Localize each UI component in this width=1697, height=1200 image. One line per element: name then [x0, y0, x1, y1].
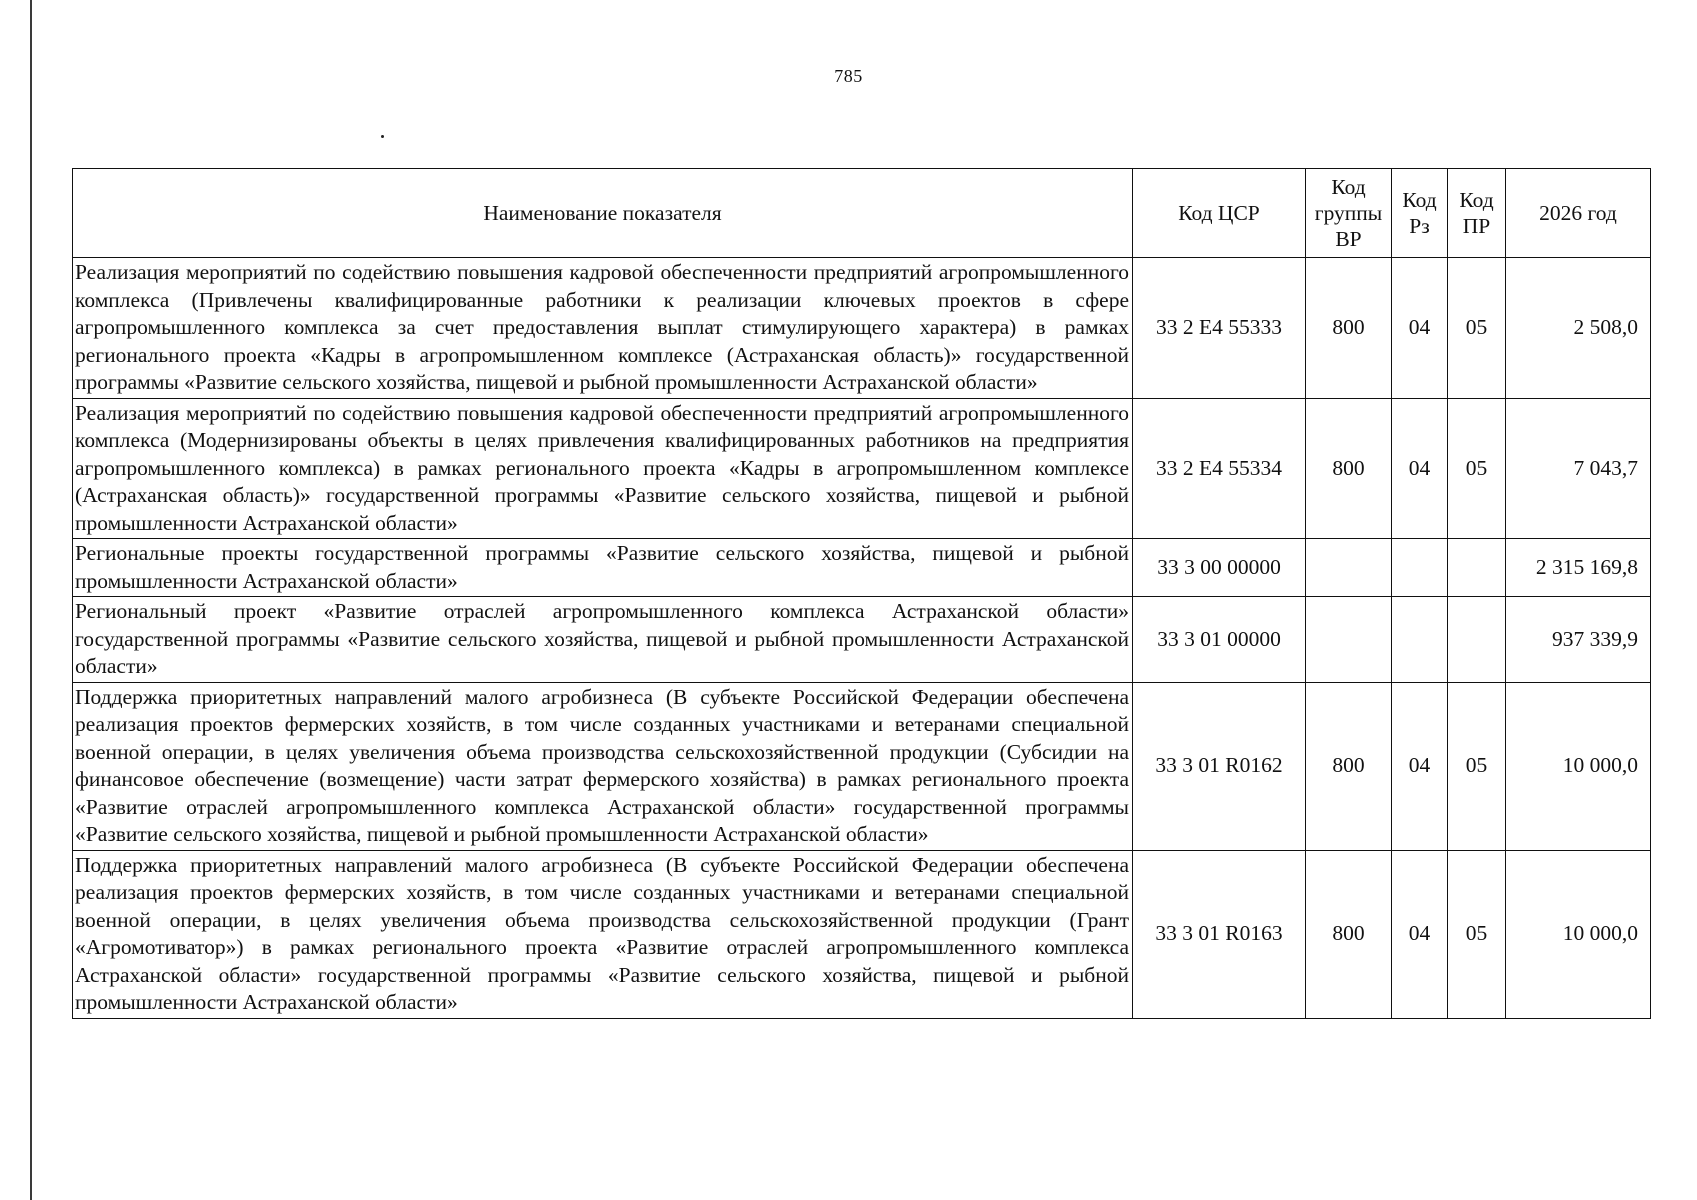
header-year-2026: 2026 год [1506, 169, 1651, 258]
row-csr-code: 33 3 01 R0163 [1133, 850, 1306, 1018]
row-vr-code [1306, 539, 1392, 597]
row-indicator-name: Поддержка приоритетных направлений малого агробизнеса (В субъекте Российской Федерации обеспечена реализация проектов фермерских хозяйств, в том числе созданных участниками и ветеранами специальной военной операции, в целях увеличения объема производства сельскохозяйственной продукции (Субсидии на финансовое обеспечение (возмещение) части затрат фермерского хозяйства) в рамках регионального проекта «Развитие отраслей агропромышленного комплекса Астраханской области» государственной программы «Развитие сельского хозяйства, пищевой и рыбной промышленности Астраханской области» [73, 682, 1133, 850]
row-amount-2026: 937 339,9 [1506, 597, 1651, 683]
table-row [73, 258, 1651, 399]
header-pr-code: Код ПР [1448, 169, 1506, 258]
row-pr-code: 05 [1448, 258, 1506, 399]
row-pr-code: 05 [1448, 850, 1506, 1018]
row-pr-code: 05 [1448, 398, 1506, 539]
budget-table [72, 168, 1651, 1019]
row-pr-code [1448, 539, 1506, 597]
row-csr-code: 33 3 00 00000 [1133, 539, 1306, 597]
row-amount-2026: 7 043,7 [1506, 398, 1651, 539]
row-amount-2026: 10 000,0 [1506, 850, 1651, 1018]
row-rz-code: 04 [1392, 682, 1448, 850]
row-pr-code: 05 [1448, 682, 1506, 850]
row-pr-code [1448, 597, 1506, 683]
row-csr-code: 33 3 01 R0162 [1133, 682, 1306, 850]
row-indicator-name: Поддержка приоритетных направлений малого агробизнеса (В субъекте Российской Федерации обеспечена реализация проектов фермерских хозяйств, в том числе созданных участниками и ветеранами специальной военной операции, в целях увеличения объема производства сельскохозяйственной продукции (Грант «Агромотиватор») в рамках регионального проекта «Развитие отраслей агропромышленного комплекса Астраханской области» государственной программы «Развитие сельского хозяйства, пищевой и рыбной промышленности Астраханской области» [73, 850, 1133, 1018]
row-indicator-name: Реализация мероприятий по содействию повышения кадровой обеспеченности предприятий агропромышленного комплекса (Модернизированы объекты в целях привлечения квалифицированных работников на предприятия агропромышленного комплекса) в рамках регионального проекта «Кадры в агропромышленном комплексе (Астраханская область)» государственной программы «Развитие сельского хозяйства, пищевой и рыбной промышленности Астраханской области» [73, 398, 1133, 539]
table-row [73, 850, 1651, 1018]
header-indicator-name: Наименование показателя [73, 169, 1133, 258]
row-vr-code: 800 [1306, 682, 1392, 850]
binding-margin-line [30, 0, 32, 1200]
row-amount-2026: 2 315 169,8 [1506, 539, 1651, 597]
row-csr-code: 33 2 Е4 55334 [1133, 398, 1306, 539]
row-rz-code: 04 [1392, 398, 1448, 539]
table-header-row [73, 169, 1651, 258]
page-number: 785 [834, 66, 863, 86]
row-indicator-name: Региональные проекты государственной программы «Развитие сельского хозяйства, пищевой и рыбной промышленности Астраханской области» [73, 539, 1133, 597]
row-rz-code: 04 [1392, 258, 1448, 399]
header-csr-code: Код ЦСР [1133, 169, 1306, 258]
row-amount-2026: 10 000,0 [1506, 682, 1651, 850]
row-indicator-name: Региональный проект «Развитие отраслей агропромышленного комплекса Астраханской области» государственной программы «Развитие сельского хозяйства, пищевой и рыбной промышленности Астраханской области» [73, 597, 1133, 683]
row-rz-code: 04 [1392, 850, 1448, 1018]
table-row [73, 597, 1651, 683]
row-indicator-name: Реализация мероприятий по содействию повышения кадровой обеспеченности предприятий агропромышленного комплекса (Привлечены квалифицированные работники к реализации ключевых проектов в сфере агропромышленного комплекса за счет предоставления выплат стимулирующего характера) в рамках регионального проекта «Кадры в агропромышленном комплексе (Астраханская область)» государственной программы «Развитие сельского хозяйства, пищевой и рыбной промышленности Астраханской области» [73, 258, 1133, 399]
header-vr-group-code: Код группы ВР [1306, 169, 1392, 258]
row-vr-code: 800 [1306, 258, 1392, 399]
row-rz-code [1392, 597, 1448, 683]
row-csr-code: 33 2 Е4 55333 [1133, 258, 1306, 399]
scan-speck [381, 135, 384, 138]
table-row [73, 539, 1651, 597]
row-rz-code [1392, 539, 1448, 597]
row-amount-2026: 2 508,0 [1506, 258, 1651, 399]
row-vr-code: 800 [1306, 398, 1392, 539]
table-row [73, 682, 1651, 850]
table-row [73, 398, 1651, 539]
header-rz-code: Код Рз [1392, 169, 1448, 258]
row-vr-code: 800 [1306, 850, 1392, 1018]
row-csr-code: 33 3 01 00000 [1133, 597, 1306, 683]
row-vr-code [1306, 597, 1392, 683]
